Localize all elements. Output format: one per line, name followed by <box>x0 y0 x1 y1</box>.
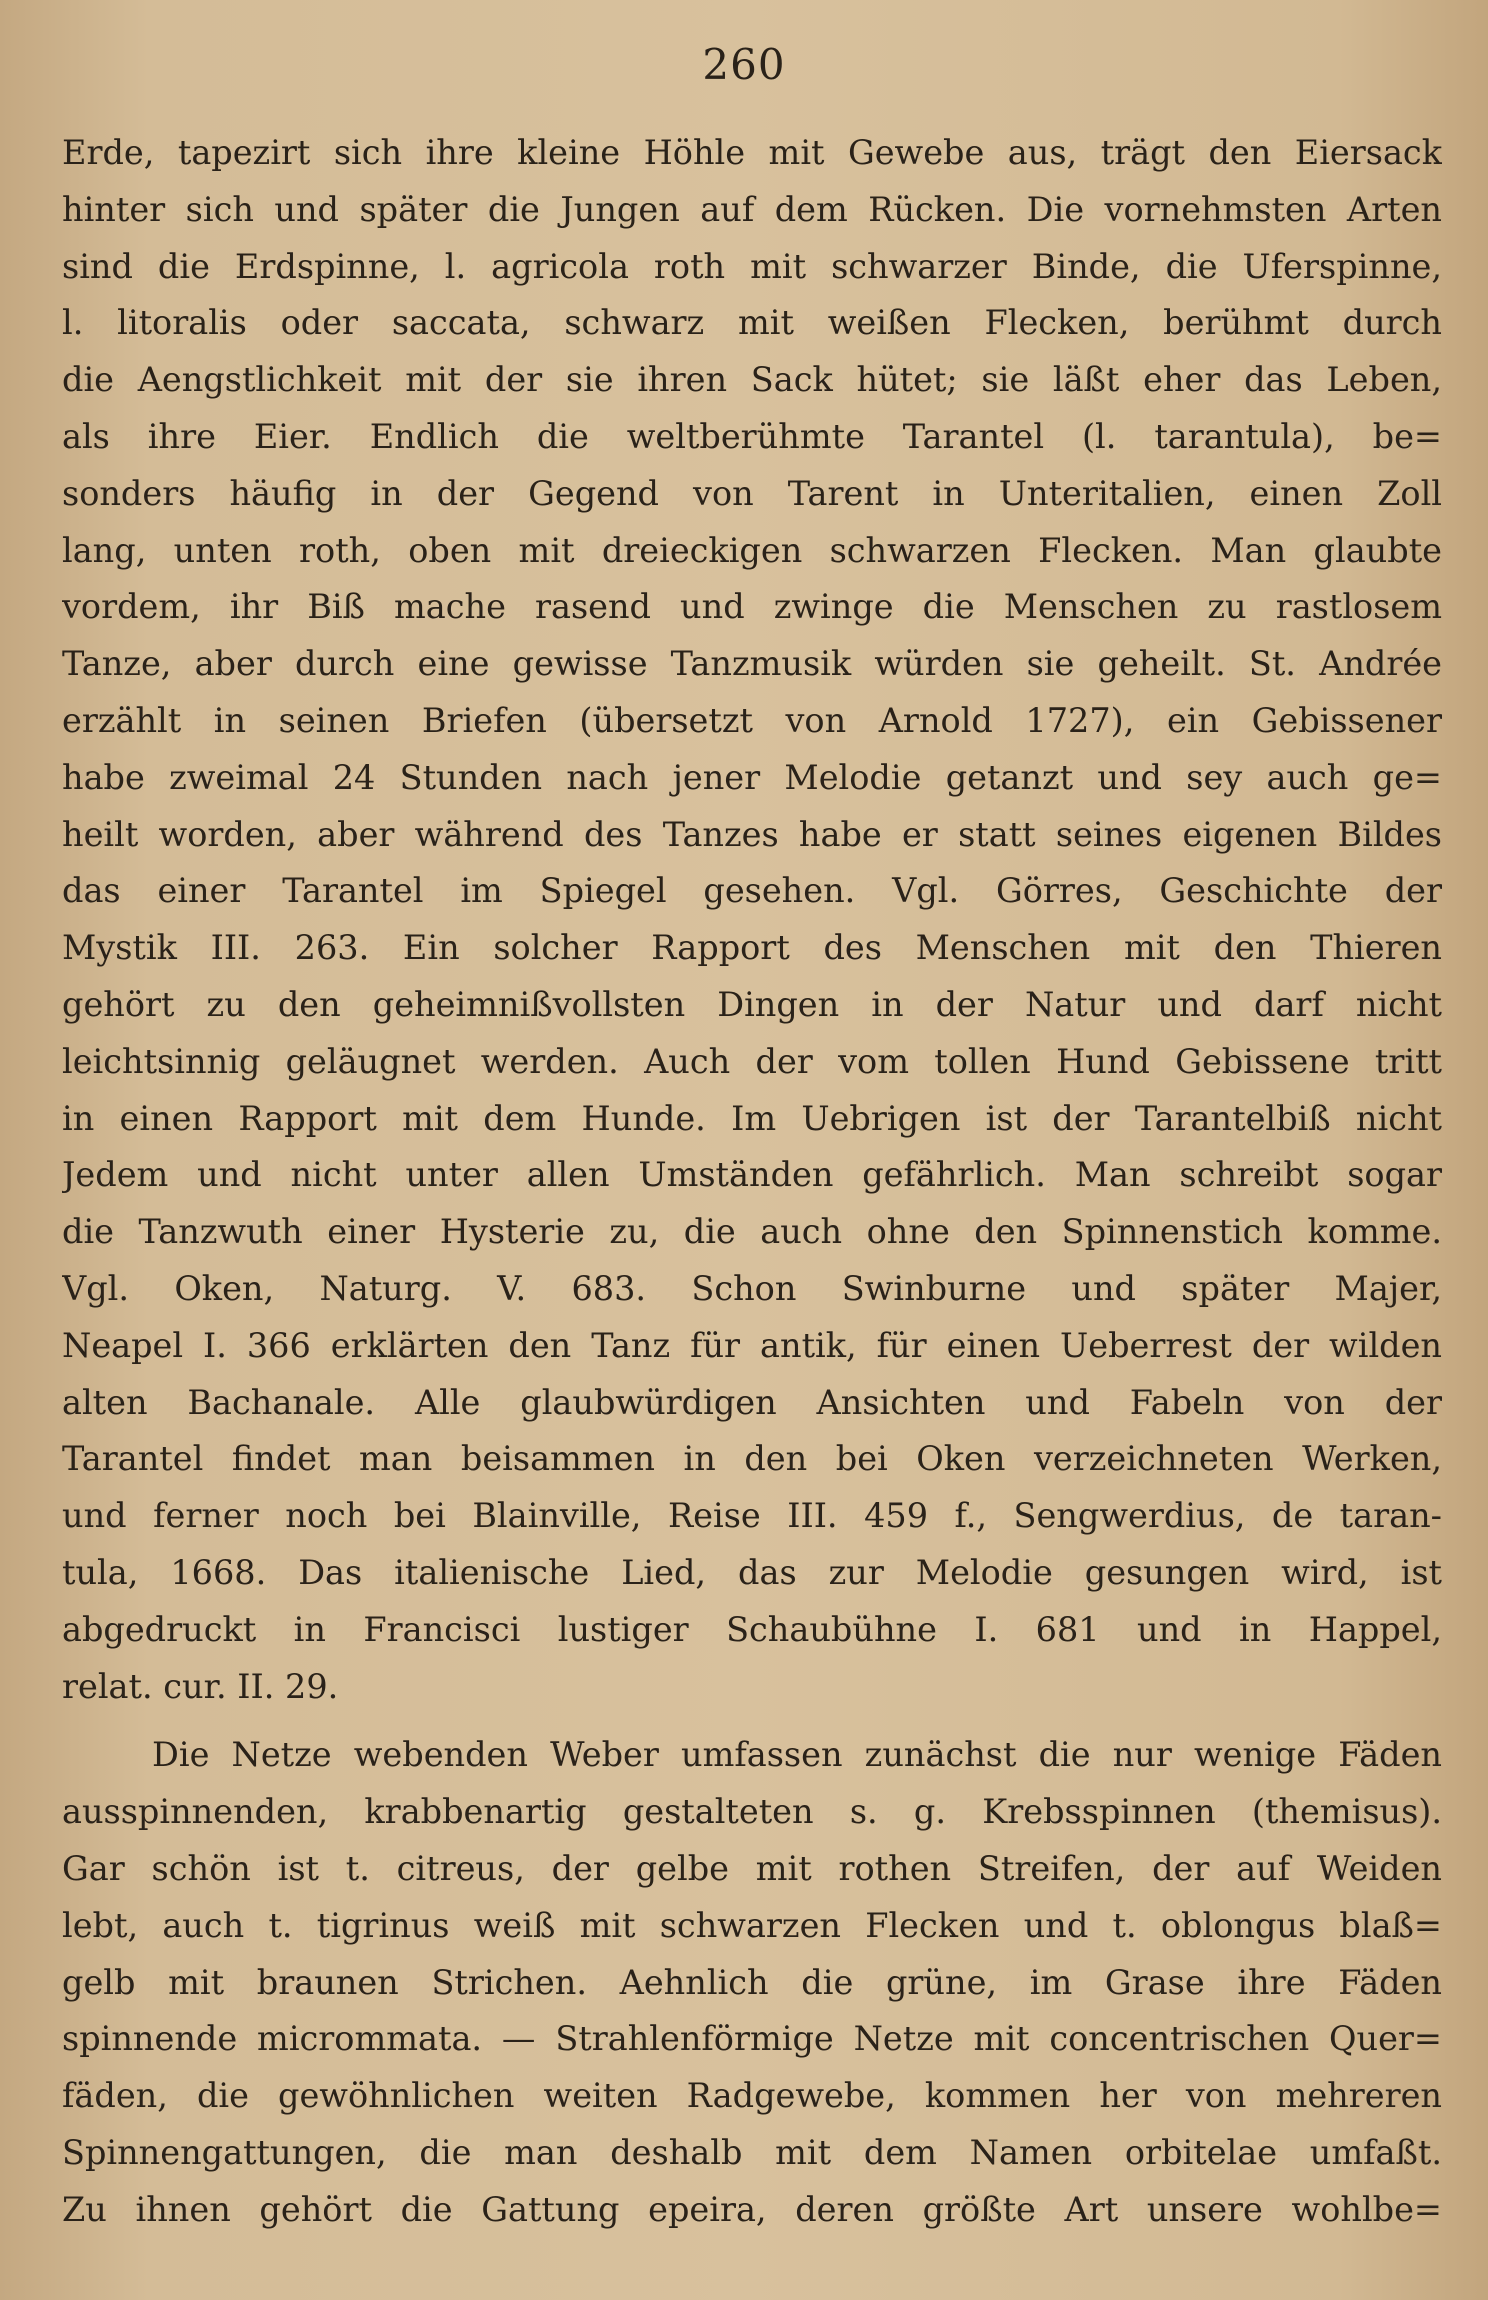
text-line: ausspinnenden, krabbenartig gestalteten s. g. Krebsspinnen (themisus). <box>62 1792 1442 1832</box>
text-line: sonders häufig in der Gegend von Tarent in Unteritalien, einen Zoll <box>62 473 1442 513</box>
text-line: als ihre Eier. Endlich die weltberühmte Tarantel (l. tarantula), be= <box>62 416 1442 456</box>
page-number: 260 <box>702 40 786 89</box>
text-line: Zu ihnen gehört die Gattung epeira, deren größte Art unsere wohlbe= <box>62 2189 1442 2229</box>
text-line: lebt, auch t. tigrinus weiß mit schwarzen Flecken und t. oblongus blaß= <box>62 1905 1442 1945</box>
text-line: l. litoralis oder saccata, schwarz mit weißen Flecken, berühmt durch <box>62 303 1442 343</box>
text-line: Jedem und nicht unter allen Umständen gefährlich. Man schreibt sogar <box>62 1155 1442 1195</box>
text-line: in einen Rapport mit dem Hunde. Im Uebrigen ist der Tarantelbiß nicht <box>62 1098 1442 1138</box>
text-line: Tarantel findet man beisammen in den bei Oken verzeichneten Werken, <box>62 1439 1442 1479</box>
text-line: die Aengstlichkeit mit der sie ihren Sack hütet; sie läßt eher das Leben, <box>62 360 1442 400</box>
text-line: Vgl. Oken, Naturg. V. 683. Schon Swinburne und später Majer, <box>62 1268 1442 1308</box>
text-line: habe zweimal 24 Stunden nach jener Melodie getanzt und sey auch ge= <box>62 757 1442 797</box>
text-line: relat. cur. II. 29. <box>62 1666 339 1706</box>
text-line: Die Netze webenden Weber umfassen zunächst die nur wenige Fäden <box>152 1735 1442 1775</box>
text-line: Mystik III. 263. Ein solcher Rapport des Menschen mit den Thieren <box>62 928 1442 968</box>
paragraph-1 <box>62 125 1442 1715</box>
text-line: heilt worden, aber während des Tanzes habe er statt seines eigenen Bildes <box>62 814 1442 854</box>
text-line: Neapel I. 366 erklärten den Tanz für antik, für einen Ueberrest der wilden <box>62 1325 1442 1365</box>
text-line: Tanze, aber durch eine gewisse Tanzmusik würden sie geheilt. St. Andrée <box>62 644 1442 684</box>
text-line: gehört zu den geheimnißvollsten Dingen in der Natur und darf nicht <box>62 984 1442 1024</box>
text-line: erzählt in seinen Briefen (übersetzt von Arnold 1727), ein Gebissener <box>62 700 1442 740</box>
text-line: und ferner noch bei Blainville, Reise III. 459 f., Sengwerdius, de taran- <box>62 1496 1442 1536</box>
text-line: spinnende micrommata. — Strahlenförmige Netze mit concentrischen Quer= <box>62 2019 1442 2059</box>
text-line: die Tanzwuth einer Hysterie zu, die auch ohne den Spinnenstich komme. <box>62 1212 1442 1252</box>
text-line: alten Bachanale. Alle glaubwürdigen Ansichten und Fabeln von der <box>62 1382 1442 1422</box>
text-line: tula, 1668. Das italienische Lied, das zur Melodie gesungen wird, ist <box>62 1552 1442 1592</box>
text-line: abgedruckt in Francisci lustiger Schaubühne I. 681 und in Happel, <box>62 1609 1442 1649</box>
text-line: Erde, tapezirt sich ihre kleine Höhle mit Gewebe aus, trägt den Eiersack <box>62 133 1442 172</box>
text-line: Spinnengattungen, die man deshalb mit dem Namen orbitelae umfaßt. <box>62 2132 1442 2172</box>
text-line: sind die Erdspinne, l. agricola roth mit schwarzer Binde, die Uferspinne, <box>62 246 1442 286</box>
text-line: Gar schön ist t. citreus, der gelbe mit rothen Streifen, der auf Weiden <box>62 1848 1442 1888</box>
text-line: das einer Tarantel im Spiegel gesehen. Vgl. Görres, Geschichte der <box>62 871 1442 911</box>
text-line: lang, unten roth, oben mit dreieckigen schwarzen Flecken. Man glaubte <box>62 530 1442 570</box>
paragraph-gap <box>62 1715 1442 1727</box>
text-line: hinter sich und später die Jungen auf dem Rücken. Die vornehmsten Arten <box>62 189 1442 229</box>
text-line: gelb mit braunen Strichen. Aehnlich die grüne, im Grase ihre Fäden <box>62 1962 1442 2002</box>
text-line: vordem, ihr Biß mache rasend und zwinge die Menschen zu rastlosem <box>62 587 1442 627</box>
text-line: leichtsinnig geläugnet werden. Auch der vom tollen Hund Gebissene tritt <box>62 1041 1442 1081</box>
paragraph-2 <box>62 1727 1442 2238</box>
text-block <box>62 125 1442 2238</box>
text-line: fäden, die gewöhnlichen weiten Radgewebe, kommen her von mehreren <box>62 2076 1442 2116</box>
